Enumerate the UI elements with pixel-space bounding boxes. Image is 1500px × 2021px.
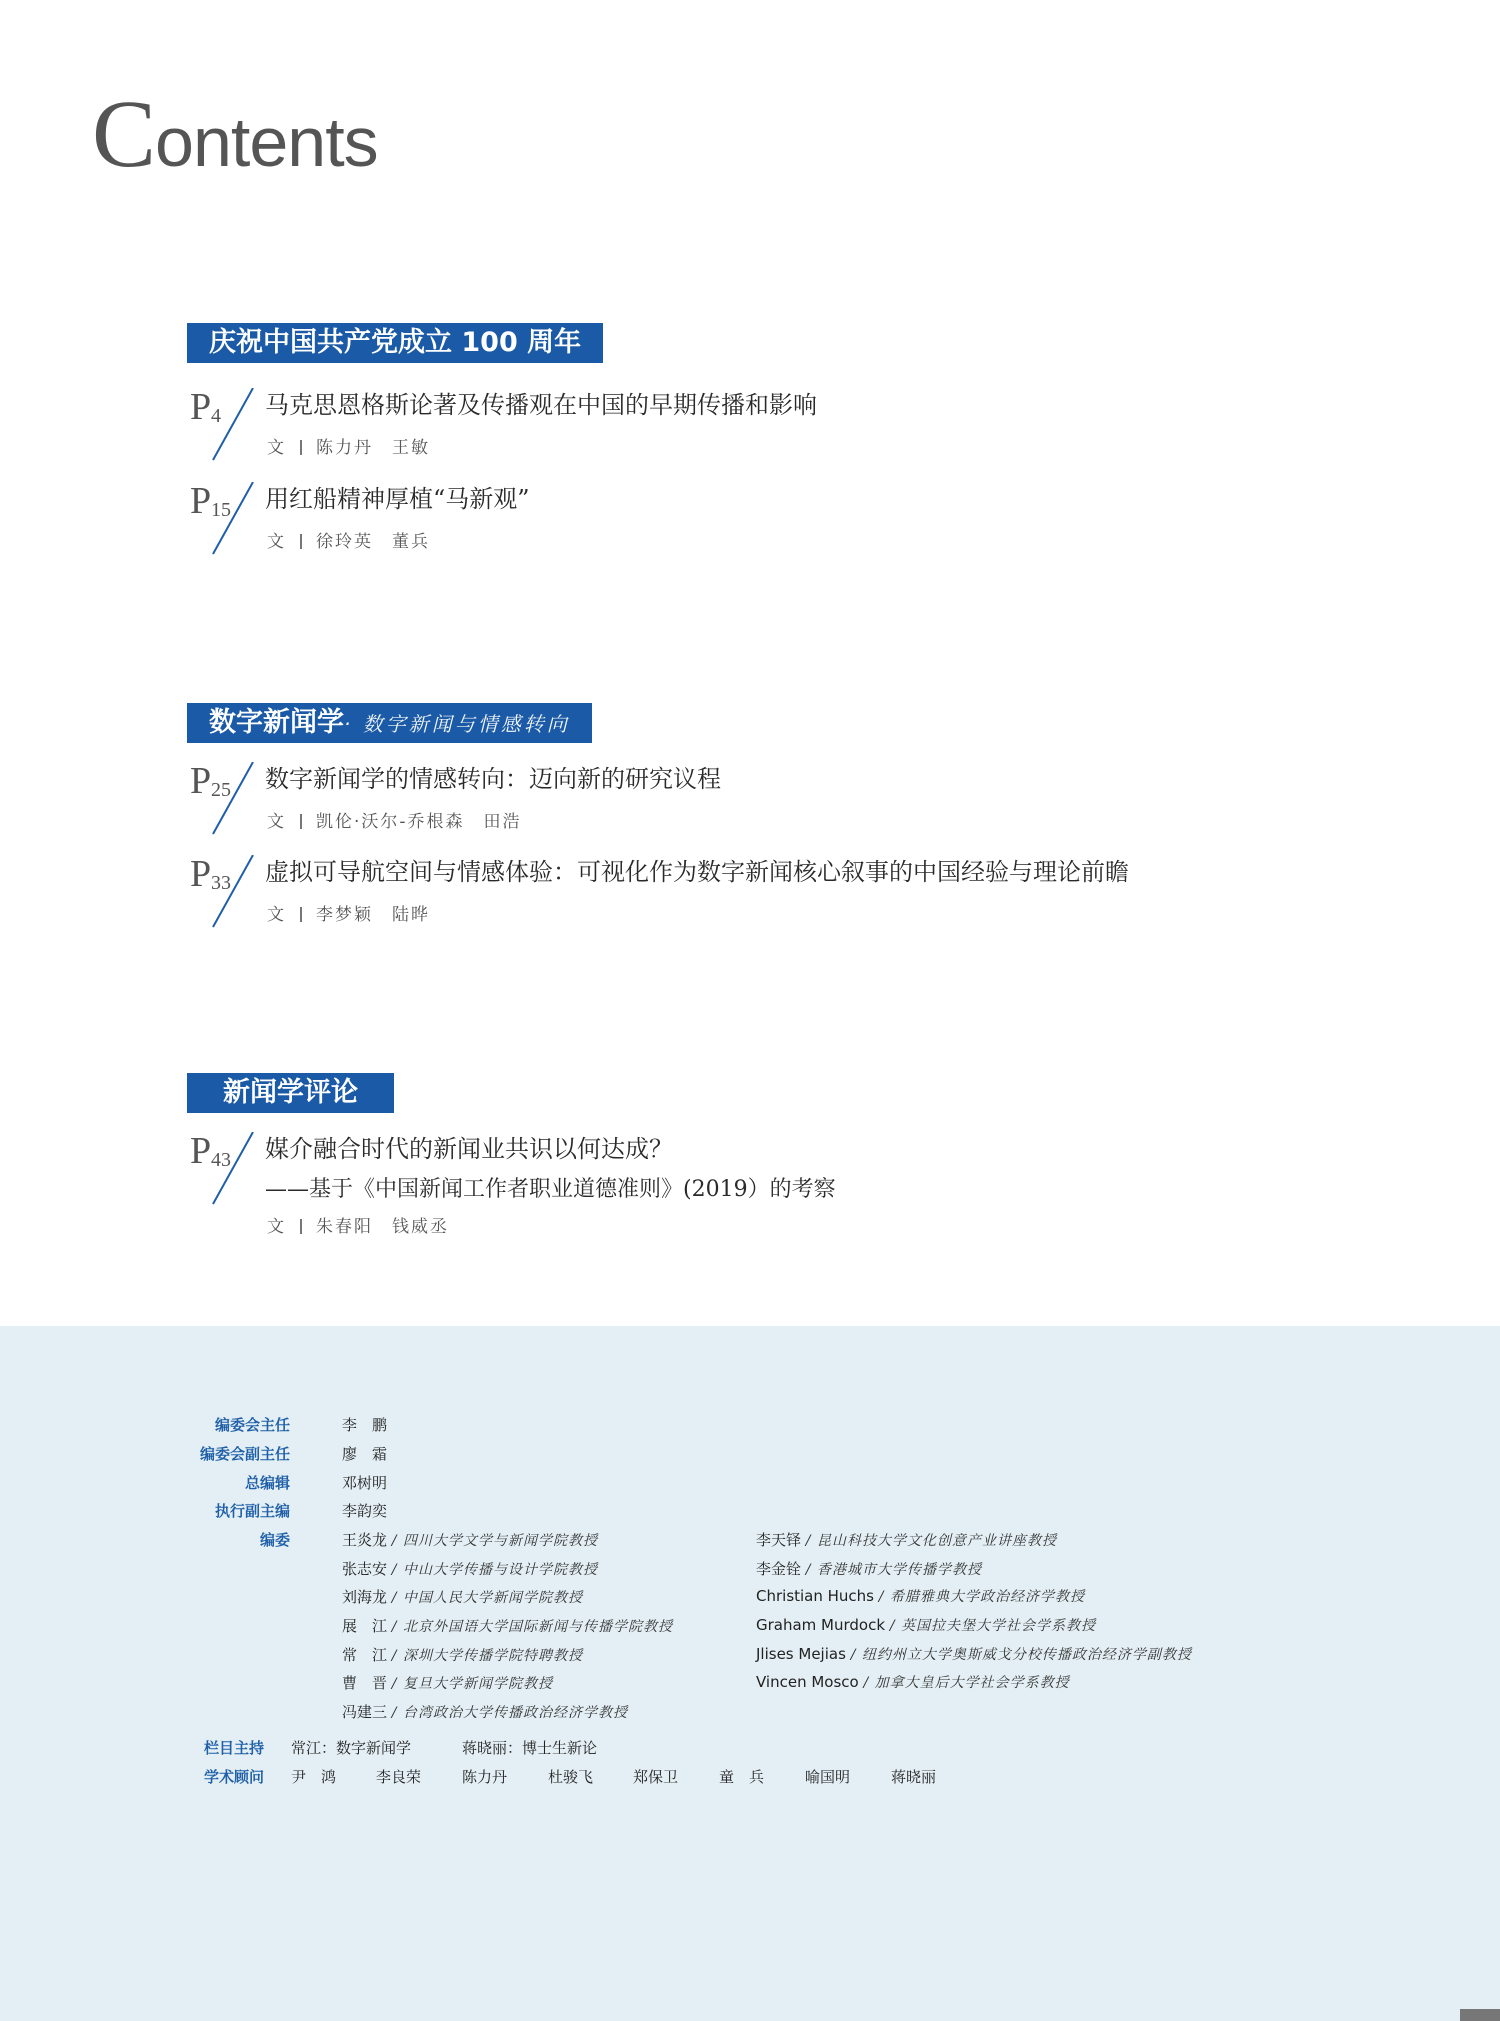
member-affiliation: / 中国人民大学新闻学院教授 <box>391 1590 583 1606</box>
editorial-board-panel <box>0 1326 1500 2021</box>
member-affiliation: / 香港城市大学传播学教授 <box>805 1562 982 1578</box>
member-name: 展 江 <box>342 1617 388 1635</box>
page-number: 33 <box>211 872 231 894</box>
page-corner-mark <box>1460 2009 1500 2021</box>
column-host: 常江：数字新闻学 <box>291 1739 412 1757</box>
article-byline <box>267 900 430 925</box>
role-label-members: 编委 <box>259 1531 290 1549</box>
page-prefix: P <box>190 386 212 428</box>
article-authors: 李梦颖 陆晔 <box>316 905 430 925</box>
byline-separator <box>300 440 302 455</box>
article-authors: 朱春阳 钱威丞 <box>316 1217 449 1237</box>
article-entry[interactable] <box>187 482 1287 562</box>
board-member <box>342 1672 553 1693</box>
slash-divider-icon <box>187 482 257 562</box>
board-member <box>756 1615 1096 1635</box>
section-header-digital-journalism <box>187 703 592 743</box>
member-name: 冯建三 <box>342 1703 388 1721</box>
advisor-name: 郑保卫 <box>633 1768 679 1786</box>
article-title[interactable]: 数字新闻学的情感转向：迈向新的研究议程 <box>265 765 721 793</box>
member-name: Christian Huchs <box>756 1587 875 1605</box>
byline-separator <box>300 814 302 829</box>
member-name: 张志安 <box>342 1560 388 1578</box>
slash-divider-icon <box>187 855 257 935</box>
editor-name: 邓树明 <box>342 1474 388 1492</box>
page-reference <box>187 855 257 935</box>
article-authors: 凯伦·沃尔-乔根森 田浩 <box>316 812 522 832</box>
board-member <box>756 1672 1070 1692</box>
advisor-name: 陈力丹 <box>462 1768 508 1786</box>
member-name: 刘海龙 <box>342 1588 388 1606</box>
slash-divider-icon <box>187 1132 257 1212</box>
member-affiliation: / 北京外国语大学国际新闻与传播学院教授 <box>391 1619 673 1635</box>
article-entry[interactable] <box>187 1132 1287 1242</box>
article-authors: 徐玲英 董兵 <box>316 532 430 552</box>
slash-divider-icon <box>187 388 257 468</box>
member-affiliation: / 加拿大皇后大学社会学系教授 <box>863 1675 1070 1691</box>
member-affiliation: / 昆山科技大学文化创意产业讲座教授 <box>805 1533 1057 1549</box>
article-title[interactable]: 媒介融合时代的新闻业共识以何达成？ <box>265 1135 673 1163</box>
advisor-name: 李良荣 <box>376 1768 422 1786</box>
member-affiliation: / 四川大学文学与新闻学院教授 <box>391 1533 598 1549</box>
section-sublabel: · 数字新闻与情感转向 <box>344 712 570 736</box>
board-member <box>342 1558 598 1579</box>
chair-name: 李 鹏 <box>342 1416 388 1434</box>
page-reference <box>187 388 257 468</box>
page-prefix: P <box>190 1130 212 1172</box>
article-title[interactable]: 用红船精神厚植“马新观” <box>265 485 530 513</box>
role-label-column-hosts: 栏目主持 <box>204 1739 265 1757</box>
article-title[interactable]: 马克思恩格斯论著及传播观在中国的早期传播和影响 <box>265 391 817 419</box>
member-affiliation: / 纽约州立大学奥斯威戈分校传播政治经济学副教授 <box>850 1647 1192 1663</box>
member-name: 李天铎 <box>756 1531 802 1549</box>
member-name: Vincen Mosco <box>756 1673 859 1691</box>
member-affiliation: / 希腊雅典大学政治经济学教授 <box>878 1589 1085 1605</box>
byline-label: 文 <box>267 905 286 925</box>
article-authors: 陈力丹 王敏 <box>316 438 430 458</box>
section-header-party-centenary <box>187 323 603 363</box>
page-number: 4 <box>211 405 221 427</box>
column-host: 蒋晓丽：博士生新论 <box>462 1739 598 1757</box>
member-name: Jlises Mejias <box>756 1645 846 1663</box>
byline-label: 文 <box>267 532 286 552</box>
page-number: 25 <box>211 779 231 801</box>
byline-label: 文 <box>267 812 286 832</box>
byline-separator <box>300 534 302 549</box>
member-affiliation: / 台湾政治大学传播政治经济学教授 <box>391 1705 628 1721</box>
byline-label: 文 <box>267 1217 286 1237</box>
advisor-name: 喻国明 <box>805 1768 851 1786</box>
page-prefix: P <box>190 853 212 895</box>
board-member <box>342 1529 598 1550</box>
article-title[interactable]: 虚拟可导航空间与情感体验：可视化作为数字新闻核心叙事的中国经验与理论前瞻 <box>265 858 1129 886</box>
page-prefix: P <box>190 760 212 802</box>
board-member <box>756 1558 982 1579</box>
page-reference <box>187 762 257 842</box>
byline-separator <box>300 1219 302 1234</box>
role-label-advisors: 学术顾问 <box>204 1768 265 1786</box>
vice-chair-name: 廖 霜 <box>342 1445 388 1463</box>
board-member <box>756 1586 1085 1606</box>
role-label-chair: 编委会主任 <box>214 1416 290 1434</box>
advisor-name: 童 兵 <box>719 1768 765 1786</box>
page-number: 43 <box>211 1149 231 1171</box>
title-rest: ontents <box>155 103 378 181</box>
article-byline <box>267 807 522 832</box>
board-member <box>756 1644 1192 1664</box>
advisor-name: 蒋晓丽 <box>891 1768 937 1786</box>
byline-separator <box>300 907 302 922</box>
member-affiliation: / 中山大学传播与设计学院教授 <box>391 1562 598 1578</box>
page-prefix: P <box>190 480 212 522</box>
byline-label: 文 <box>267 438 286 458</box>
role-label-editor: 总编辑 <box>244 1474 290 1492</box>
member-name: 常 江 <box>342 1646 388 1664</box>
article-entry[interactable] <box>187 388 1287 468</box>
member-affiliation: / 英国拉夫堡大学社会学系教授 <box>889 1618 1096 1634</box>
section-header-journalism-review <box>187 1073 394 1113</box>
advisor-name: 杜骏飞 <box>548 1768 594 1786</box>
page-reference <box>187 1132 257 1212</box>
member-affiliation: / 复旦大学新闻学院教授 <box>391 1676 553 1692</box>
board-member <box>342 1586 583 1607</box>
page-reference <box>187 482 257 562</box>
board-member <box>342 1615 673 1636</box>
article-entry[interactable] <box>187 762 1287 842</box>
member-name: 曹 晋 <box>342 1674 388 1692</box>
article-entry[interactable] <box>187 855 1287 935</box>
article-subtitle: ——基于《中国新闻工作者职业道德准则》(2019）的考察 <box>265 1177 836 1202</box>
title-initial: C <box>92 80 156 187</box>
board-member <box>756 1529 1057 1550</box>
page-number: 15 <box>211 499 231 521</box>
slash-divider-icon <box>187 762 257 842</box>
article-byline <box>267 527 430 552</box>
board-member <box>342 1701 628 1722</box>
member-name: 王炎龙 <box>342 1531 388 1549</box>
article-byline <box>267 1212 449 1237</box>
exec-editor-name: 李韵奕 <box>342 1502 388 1520</box>
role-label-exec-editor: 执行副主编 <box>214 1502 290 1520</box>
board-member <box>342 1644 583 1665</box>
article-byline <box>267 433 430 458</box>
page-title <box>92 80 378 187</box>
section-label: 新闻学评论 <box>223 1077 358 1108</box>
member-name: 李金铨 <box>756 1560 802 1578</box>
role-label-vice-chair: 编委会副主任 <box>199 1445 290 1463</box>
member-affiliation: / 深圳大学传播学院特聘教授 <box>391 1648 583 1664</box>
section-label: 数字新闻学 <box>209 707 344 738</box>
section-label: 庆祝中国共产党成立 100 周年 <box>209 327 582 358</box>
member-name: Graham Murdock <box>756 1616 886 1634</box>
advisor-name: 尹 鸿 <box>291 1768 337 1786</box>
